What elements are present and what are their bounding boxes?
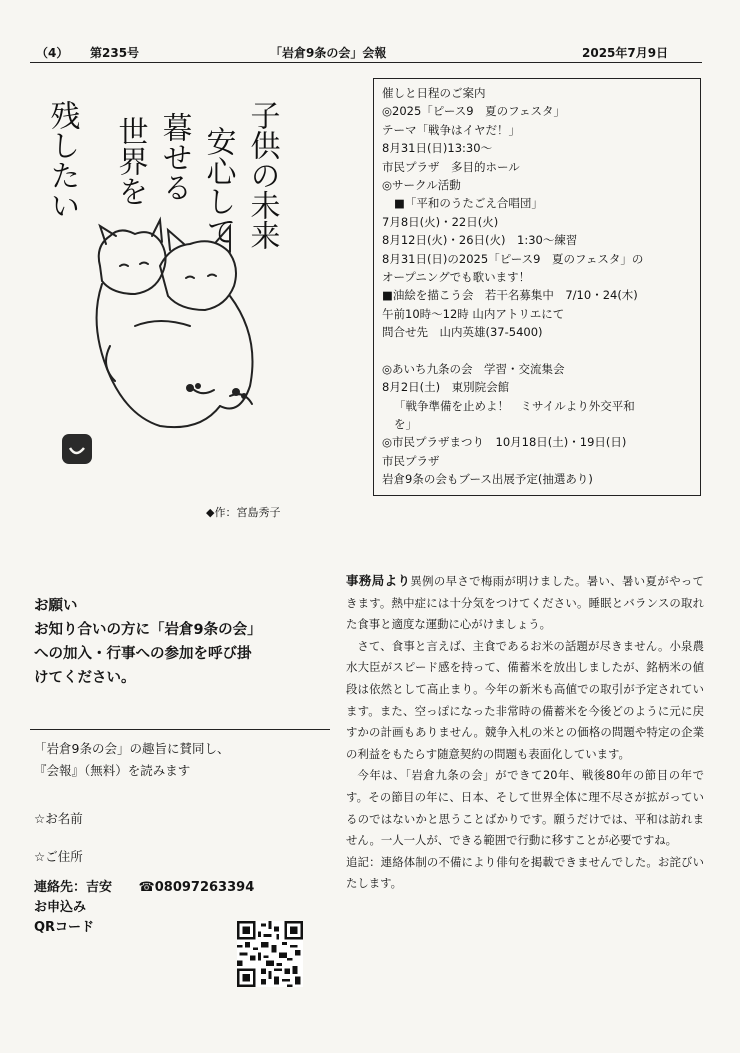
- page-header: [30, 44, 702, 60]
- event-line: 「戦争準備を止めよ！ ミサイルより外交平和: [394, 398, 635, 413]
- office-paragraph: 今年は、「岩倉九条の会」ができて20年、戦後80年の節目の年です。その節目の年に、日本、そして世界全体に理不尽さが拡がっているのではないかと思うことばかりです。願うだけでは、平和は訪れません。一人一人が、できる範囲で行動に移すことが必要ですね。: [346, 768, 704, 848]
- artist-seal-icon: [62, 434, 92, 464]
- address-field-label: ☆ご住所: [34, 849, 83, 864]
- calligraphy-line-3: 暮せる: [156, 112, 192, 202]
- event-line: 催しと日程のご案内: [382, 86, 486, 100]
- subscription-form: [34, 738, 334, 868]
- request-line: お知り合いの方に「岩倉9条の会」: [34, 622, 262, 638]
- office-paragraph: さて、食事と言えば、主食であるお米の話題が尽きません。小泉農水大臣がスピード感を持って、備蓄米を放出しましたが、銘柄米の値段は依然として高止まり。今年の新米も高値での取引が予定されています。また、空っぽになった非常時の備蓄米を今後どのように元に戻すかの計画もありません。競争入札の米との価格の問題や特定の企業の利益をもたらす随意契約の問題も表面化しています。: [346, 638, 704, 761]
- header-divider: [30, 62, 702, 63]
- event-line: 問合せ先 山内英雄(37-5400): [382, 325, 543, 340]
- qr-label: QRコード: [34, 920, 95, 935]
- signup-intro: 『会報』（無料）を読みます: [34, 763, 191, 778]
- contact-phone[interactable]: ☎08097263394: [138, 880, 255, 895]
- calligraphy-line-1: 子供の未来: [244, 100, 280, 250]
- event-line: ◎市民プラザまつり 10月18日(土)・19日(日): [382, 435, 627, 450]
- event-schedule-box: [373, 78, 701, 496]
- event-spacer: [382, 342, 692, 360]
- event-line: を」: [394, 416, 417, 431]
- event-line: ◎あいち九条の会 学習・交流集会: [382, 361, 565, 376]
- issue-number: 第235号: [90, 46, 140, 60]
- request-line: への加入・行事への参加を呼び掛: [34, 646, 252, 662]
- request-heading: お願い: [34, 598, 78, 614]
- issue-date: 2025年7月9日: [582, 46, 669, 60]
- event-line: 8月31日(日)の2025「ピース9 夏のフェスタ」の: [382, 251, 644, 266]
- cat-artwork: [40, 96, 310, 476]
- apply-label: お申込み: [34, 900, 87, 915]
- event-line: ◎2025「ピース9 夏のフェスタ」: [382, 104, 566, 119]
- event-line: オープニングでも歌います！: [382, 270, 531, 285]
- event-line: ■油絵を描こう会 若干名募集中 7/10・24(木): [382, 288, 638, 303]
- qr-code-icon[interactable]: [237, 921, 303, 987]
- calligraphy-line-2: 安心して: [200, 126, 236, 246]
- secretariat-message: [346, 570, 704, 895]
- event-line: ■「平和のうたごえ合唱団」: [394, 196, 543, 211]
- event-line: 8月31日(日)13:30～: [382, 141, 493, 156]
- office-postscript: 追記：連絡体制の不備により俳句を掲載できませんでした。お詫びいたします。: [346, 854, 704, 891]
- name-field-label: ☆お名前: [34, 811, 83, 826]
- event-line: 7月8日(火)・22日(火): [382, 214, 499, 229]
- event-line: 午前10時～12時 山内アトリエにて: [382, 306, 565, 321]
- calligraphy-line-5: 残したい: [44, 100, 80, 220]
- event-line: 市民プラザ 多目的ホール: [382, 159, 520, 174]
- newsletter-title: 「岩倉9条の会」会報: [270, 46, 387, 60]
- event-line: 8月12日(火)・26日(火) 1:30～練習: [382, 233, 578, 248]
- event-line: テーマ「戦争はイヤだ！」: [382, 122, 520, 137]
- office-lead: 事務局より: [346, 573, 411, 588]
- office-paragraph: 事務局より異例の早さで梅雨が明けました。暑い、暑い夏がやってきます。熱中症には十分気をつけてください。睡眠とバランスの取れた食事と適度な運動に心がけましょう。: [346, 573, 704, 632]
- calligraphy-line-4: 世界を: [112, 116, 148, 206]
- contact-name: 連絡先：吉安: [34, 880, 113, 895]
- section-divider: [30, 729, 330, 730]
- signup-intro: 「岩倉9条の会」の趣旨に賛同し、: [34, 741, 230, 756]
- page-number: （4）: [36, 46, 69, 60]
- contact-info: [34, 878, 254, 938]
- event-line: 市民プラザ: [382, 453, 440, 468]
- event-line: ◎サークル活動: [382, 178, 461, 193]
- request-line: けてください。: [34, 670, 136, 686]
- event-line: 8月2日(土) 東別院会館: [382, 380, 510, 395]
- membership-request: [34, 594, 334, 690]
- artwork-caption: ◆作：宮島秀子: [206, 506, 281, 519]
- event-line: 岩倉9条の会もブース出展予定(抽選あり): [382, 472, 593, 487]
